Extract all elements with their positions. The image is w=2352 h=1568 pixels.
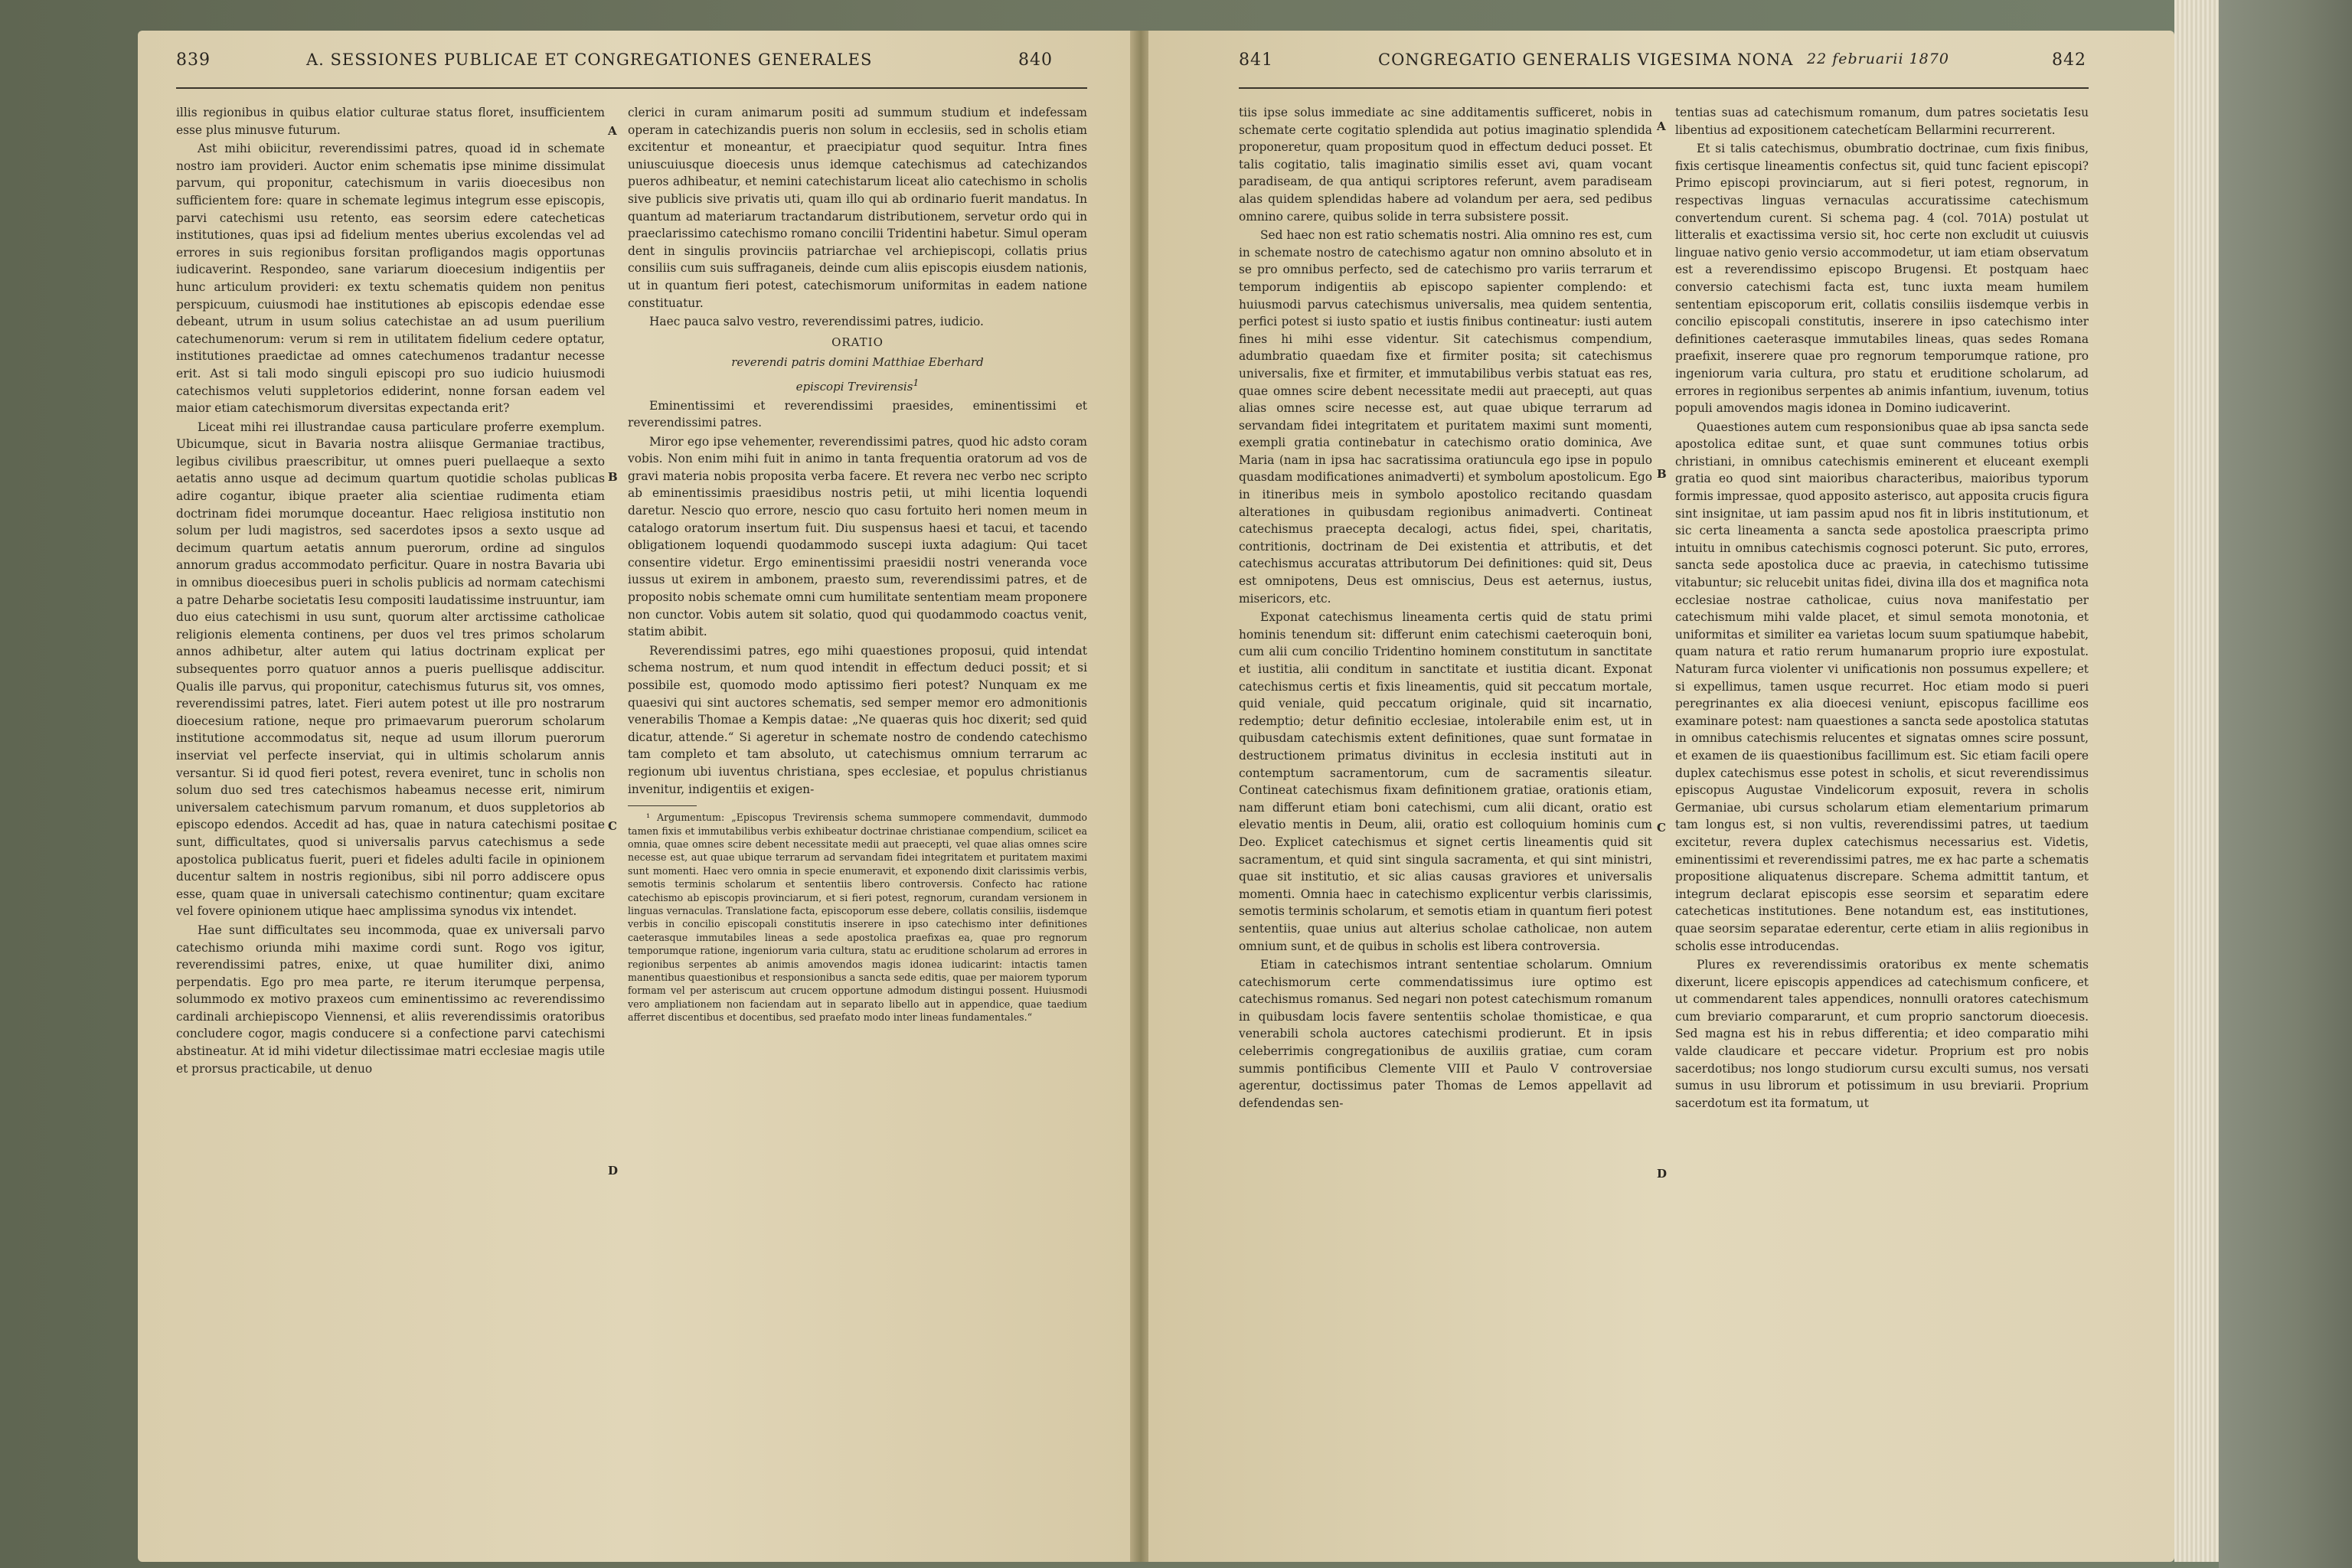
- left-page: [138, 31, 1133, 1562]
- paragraph: Quaestiones autem cum responsionibus quae ab ipsa sancta sede apostolica editae sunt, et quae sunt communes totius orbis christiani, in omnibus catechismis eminerent et eluceant exempli gratia eo quod sint maioribus characteribus, maioribus typorum formis impressae, quod apposito asterisco, aut apposita crucis figura sint insignitae, ut iam passim apud nos fit in libris institutionum, et sic certa lineamenta a sancta sede apostolica praescripta primo intuitu in omnibus catechismis cognosci poterunt. Sic puto, errores, sancta sede apostolica duce ac praevia, in catechismo tutissime vitabuntur; sic relucebit unitas fidei, divina illa dos et magnifica nota ecclesiae nostrae catholicae, cuius nova manifestatio per catechismum mihi valde placet, et simul semota monotonia, et uniformitas et similiter ea varietas locum suum spatiumque habebit, quam natura et ratio rerum humanarum proprio iure expostulat. Naturam furca violenter vi unificationis non possumus expellere; et si expellimus, tamen usque recurret. Hoc etiam modo si pueri peregrinantes ex alia dioecesi veniunt, episcopus facillime eos examinare potest: nam quaestiones a sancta sede apostolica statutas in omnibus catechismis relucentes et signatas omnes scire possunt, et examen de iis quaestionibus facillimum est. Sic etiam facili opere duplex catechismus esse potest in scholis, et sicut reverendissimus episcopus Augustae Vindelicorum exposuit, revera in scholis Germaniae, ubi cursus scholarum etiam elementarium primarum tam longus est, si non vultis, reverendissimi patres, ut taedium excitetur, revera duplex catechismus necessarius est. Videtis, eminentissimi et reverendissimi patres, me ex hac parte a schematis propositione aliquatenus discrepare. Schema admittit tantum, et integrum declarat episcopis esse seorsim et separatim edere catecheticas institutiones. Bene notandum est, eas institutiones, quae seorsim separatae ederentur, certe etiam in aliis regionibus in scholis esse introducendas.: [1675, 420, 2089, 953]
- paragraph: tentias suas ad catechismum romanum, dum patres societatis Iesu libentius ad expositionem catechetícam Bellarmini recurrerent.: [1675, 106, 2089, 137]
- margin-marker-c: C: [608, 819, 617, 833]
- oratio-subtitle-line2: [628, 374, 1087, 396]
- footnote-ref: 1: [913, 376, 920, 388]
- paragraph: Eminentissimi et reverendissimi praesides, eminentissimi et reverendissimi patres.: [628, 398, 1087, 430]
- page-number-839: 839: [176, 51, 211, 70]
- right-running-head: [1148, 51, 2174, 81]
- right-page: [1148, 31, 2174, 1562]
- margin-marker-d: D: [608, 1164, 619, 1178]
- paragraph: Plures ex reverendissimis oratoribus ex mente schematis dixerunt, licere episcopis appendices ad catechismum conficere, et ut commendarent tales appendices, nonnulli oratores catechismum cum breviario compararunt, et cum proprio sanctorum dioecesis. Sed magna est his in rebus differentia; et ideo comparatio mihi valde claudicare et peccare videtur. Proprium est pro nobis sacerdotibus; nos longo studiorum cursu exculti sumus, nos versati sumus in usu librorum et potissimum in usu breviarii. Proprium sacerdotum est ita formatum, ut: [1675, 958, 2089, 1110]
- paragraph: Miror ego ipse vehementer, reverendissimi patres, quod hic adsto coram vobis. Non enim mihi fuit in animo in tanta frequentia oratorum ad vos de gravi materia nobis proposita verba facere. Et revera nec verbo nec scripto ab eminentissimis praesidibus nostris petii, ut mihi licentia loquendi daretur. Nescio quo errore, nescio quo casu fortuito heri nomen meum in catalogo oratorum insertum fuit. Diu suspensus haesi et tacui, et tacendo obligationem loquendi quodammodo suscepi iuxta adagium: Qui tacet consentire videtur. Ergo eminentissimi praesidii nostri veneranda voce iussus ut exirem in ambonem, praesto sum, reverendissimi patres, et de proposito nobis schemate omni cum humilitate sententiam meam proponere non cunctor. Vobis autem sit solatio, quod qui quodammodo coactus venit, statim abibit.: [628, 434, 1087, 639]
- margin-marker-a-right: A: [1657, 119, 1666, 133]
- margin-marker-d-right: D: [1657, 1167, 1668, 1181]
- right-column-2: [1675, 104, 2089, 1544]
- right-head-rule: [1239, 87, 2089, 89]
- paragraph: Exponat catechismus lineamenta certis quid de statu primi hominis tenendum sit: differunt enim catechismi caeteroquin boni, cum alii cum concilio Tridentino hominem constitutum in sanctitate et iustitia, alii conditum in sanctitate et iustitia dicant. Exponat catechismus certis et fixis lineamentis, quid sit peccatum mortale, quid veniale, quid peccatum originale, quid sit incarnatio, redemptio; detur definitio ecclesiae, intolerabile enim est, ut in quibusdam catechismis extent definitiones, quae sunt formatae in destructionem primatus divinitus in ecclesia instituti aut in contemptum sacramentorum, cum de sacramentis sileatur. Contineat catechismus fixam definitionem gratiae, orationis etiam, nam differunt etiam boni catechismi, cum alii dicant, oratio est elevatio mentis in Deum, alii, oratio est colloquium hominis cum Deo. Explicet catechismus et signet certis lineamentis quid sit sacramentum, et quid sint singula sacramenta, et qui sint ministri, quae sit institutio, et sic alias causas graviores et universalis momenti. Omnia haec in catechismo explicentur verbis clarissimis, semotis terminis scholarum, et semotis etiam in quantum fieri potest sententiis, quae unius aut alterius scholae catholicae, non autem omnium sunt, et de quibus in scholis est libera controversia.: [1239, 610, 1652, 953]
- open-book: [138, 31, 2174, 1562]
- paragraph: Et si talis catechismus, obumbratio doctrinae, cum fixis finibus, fixis certisque lineamentis confectus sit, quid tunc facient episcopi? Primo episcopi provinciarum, aut si fieri potest, regnorum, in respectivas linguas vernaculas accuratissime catechismum convertendum curent. Si schema pag. 4 (col. 701A) postulat ut litteralis et exactissima versio sit, hoc certe non excludit ut cuiusvis linguae nativo genio versio accommodetur, ut iam etiam observatum est a reverendissimo episcopo Brugensi. Et postquam haec conversio catechismi facta est, tunc iuxta meam humilem sententiam episcoporum erit, collatis consiliis iisdemque verbis in concilio episcopali constitutis, inserere in ipso catechismo inter definitiones caeterasque immutabiles lineas, quas sedes Romana praefixit, inserere quae pro regnorum temporumque ratione, pro ingeniorum varia cultura, pro statu et eruditione scholarum, ad errores in regionibus serpentes ab animis infantium, iuvenum, totius populi amovendos magis idonea in Domino iudicaverint.: [1675, 142, 2089, 416]
- left-column-1: [176, 104, 605, 1544]
- oratio-subtitle-text: episcopi Trevirensis: [795, 379, 913, 394]
- left-head-rule: [176, 87, 1087, 89]
- book-cover-edge: [2219, 0, 2352, 1568]
- paragraph: clerici in curam animarum positi ad summum studium et indefessam operam in catechizandis pueris non solum in ecclesiis, sed in scholis etiam excitentur et moneantur, et praecipiatur quod sequitur. Intra fines uniuscuiusque dioecesis unus idemque catechismus ad catechizandos pueros adhibeatur, et nemini catechistarum liceat alio catechismo in scholis sive publicis sive privatis uti, quam illo qui ab ordinario fuerit mandatus. In quantum ad materiarum tractandarum distributionem, servetur ordo qui in praeclarissimo catechismo romano concilii Tridentini habetur. Simul operam dent in singulis provinciis patriarchae vel archiepiscopi, collatis prius consiliis cum suis suffraganeis, deinde cum aliis episcopis eiusdem nationis, ut in quantum fieri potest, catechismorum uniformitas in eadem natione constituatur.: [628, 106, 1087, 310]
- margin-marker-b-right: B: [1657, 467, 1667, 481]
- right-running-title: CONGREGATIO GENERALIS VIGESIMA NONA: [1378, 51, 1794, 69]
- paragraph: illis regionibus in quibus elatior culturae status floret, insufficientem esse plus minusve futurum.: [176, 106, 605, 137]
- right-running-date: 22 februarii 1870: [1807, 51, 1949, 67]
- margin-marker-c-right: C: [1657, 821, 1666, 835]
- left-running-head: [138, 51, 1133, 81]
- margin-marker-b: B: [608, 470, 618, 484]
- paragraph: Etiam in catechismos intrant sententiae scholarum. Omnium catechismorum certe commendatissimus iure optimo est catechismus romanus. Sed negari non potest catechismum romanum in quibusdam locis favere sententiis scholae thomisticae, e qua venerabili schola auctores catechismi prodierunt. Et in ipsis celeberrimis congregationibus de auxiliis gratiae, cum coram summis pontificibus Clemente VIII et Paulo V controversiae agerentur, doctissimus pater Thomas de Lemos appellavit ad defendendas sen-: [1239, 958, 1652, 1110]
- paragraph: Ast mihi obiicitur, reverendissimi patres, quoad id in schemate nostro iam provideri. Auctor enim schematis ipse minime dissimulat parvum, qui proponitur, catechismum in variis dioecesibus non sufficientem fore: quare in schemate legimus integrum esse episcopis, parvi catechismi usu retento, eas seorsim edere catecheticas institutiones, quas ipsi ad fidelium mentes uberius excolendas vel ad errores in suis regionibus forsitan profligandos magis opportunas iudicaverint. Respondeo, sane variarum dioecesium indigentiis per hunc articulum provideri: ex textu schematis quidem non penitus perspicuum, cuiusmodi hae institutiones ab episcopis edendae esse debeant, utrum in usum solius catechistae an ad usum puerilium catechumenorum: verum si rem in utilitatem fidelium cedere optatur, institutiones praedictae ad omnes catechumenos tradantur necesse erit. Ast si tali modo singuli episcopi pro suo iudicio huiusmodi catechismos veluti suppletorios ediderint, nonne forsan eadem vel maior etiam catechismorum diversitas expectanda erit?: [176, 142, 605, 416]
- page-fore-edge: [2174, 0, 2220, 1562]
- oratio-heading: ORATIO: [831, 335, 884, 349]
- paragraph: Liceat mihi rei illustrandae causa particulare proferre exemplum. Ubicumque, sicut in Bavaria nostra aliisque Germaniae tractibus, legibus civilibus praescribitur, ut omnes pueri puellaeque a sexto aetatis anno usque ad decimum quartum quotidie scholas publicas adire cogantur, ibique praeter alia scientiae rudimenta etiam doctrinam fidei morumque doceantur. Haec religiosa institutio non solum per ludi magistros, sed sacerdotes ipsos a sexto usque ad decimum quartum aetatis annum puerorum, ordine ad singulos annorum gradus accommodato perficitur. Quare in nostra Bavaria ubi in omnibus dioecesibus pueri in scholis publicis ad normam catechismi a patre Deharbe societatis Iesu compositi laudatissime instruuntur, iam duo eius catechismi in usu sunt, quorum alter arctissime catholicae religionis elementa continens, per duos vel tres primos scholarum annos adhibetur, alter autem qui latius doctrinam explicat per subsequentes porro quatuor annos a pueris puellisque addiscitur. Qualis ille parvus, qui proponitur, catechismus futurus sit, vos omnes, reverendissimi patres, latet. Fieri autem potest ut ille pro nostrarum dioecesium ratione, neque pro primaevarum puerorum scholarum institutione accommodatus sit, neque ad usum illorum puerorum inserviat vel perfecte inserviat, qui in ultimis scholarum annis versantur. Si id quod fieri potest, revera eveniret, tunc in scholis non solum duo sed tres catechismos habeamus necesse erit, nimirum universalem catechismum parvum romanum, et duos suppletorios ab episcopo edendos. Accedit ad has, quae in natura catechismi positae sunt, difficultates, quod si universalis parvus catechismus a sede apostolica publicatus fuerit, pueri et fideles adulti facile in opinionem ducentur saltem in nostris regionibus, sibi nil porro addiscere opus esse, quam quae in universali catechismo continentur; quam excitare vel fovere opinionem utique haec amplissima synodus vix intendet.: [176, 420, 605, 919]
- paragraph: Haec pauca salvo vestro, reverendissimi patres, iudicio.: [649, 315, 984, 329]
- left-column-2: [628, 104, 1087, 1544]
- left-running-title: A. SESSIONES PUBLICAE ET CONGREGATIONES GENERALES: [306, 51, 873, 69]
- paragraph: Hae sunt difficultates seu incommoda, quae ex universali parvo catechismo oriunda mihi maxime cordi sunt. Rogo vos igitur, reverendissimi patres, enixe, ut quae humiliter dixi, animo perpendatis. Ego pro mea parte, re iterum iterumque perpensa, solummodo ex motivo praxeos cum eminentissimo ac reverendissimo cardinali archiepiscopo Viennensi, et aliis reverendissimis oratoribus concludere cogor, magis conducere si a confectione parvi catechismi abstineatur. At id mihi videtur dilectissimae matri ecclesiae magis utile et prorsus practicabile, ut denuo: [176, 923, 605, 1076]
- oratio-subtitle-line1: reverendi patris domini Matthiae Eberhard: [731, 355, 984, 370]
- footnote: ¹ Argumentum: „Episcopus Trevirensis schema summopere commendavit, dummodo tamen fixis et immutabilibus verbis exhibeatur doctrinae christianae compendium, scilicet ea omnia, quae omnes scire debent necessitate medii aut praecepti, vel quae alias omnes scire necesse est, aut quae ubique terrarum ad servandam fidei integritatem et puritatem maximi sunt momenti. Haec vero omnia in specie enumeravit, et exponendo dixit clarissimis verbis, semotis terminis scholarum et sententiis libero controversis. Confecto hac ratione catechismo ab episcopis provinciarum, et si fieri potest, regnorum, curandam versionem in linguas vernaculas. Translatione facta, episcoporum esse debere, collatis consiliis, iisdemque verbis in concilio episcopali constitutis inserere in ipso catechismo inter definitiones caeterasque immutabiles lineas a sede apostolica praefixas ea, quae pro regnorum temporumque ratione, ingeniorum varia cultura, statu ac eruditione scholarum ad errores in regionibus serpentes ab animis amovendos magis idonea iudicarint: intactis tamen manentibus quaestionibus et responsionibus a sancta sede editis, quae per maiorem typorum formam vel per asteriscum aut crucem opportune admodum distingui possent. Huiusmodi vero ampliationem non faciendam aut in separato libello aut in appendice, quae taedium afferret discentibus et docentibus, sed praefato modo inter lineas fundamentales.“: [628, 812, 1087, 1024]
- page-number-842: 842: [2052, 51, 2086, 70]
- paragraph: tiis ipse solus immediate ac sine additamentis sufficeret, nobis in schemate certe cogitatio splendida aut potius imaginatio splendida proponeretur, quam propositum quod in effectum deduci posset. Et talis cogitatio, talis imaginatio similis esset avi, quam vocant paradiseam, de qua antiqui scriptores referunt, avem paradiseam alas quidem splendidas habere ad volandum per aera, sed pedibus omnino carere, quibus solide in terra subsistere possit.: [1239, 106, 1652, 224]
- paragraph: Reverendissimi patres, ego mihi quaestiones proposui, quid intendat schema nostrum, et num quod intendit in effectum deduci possit; et si possibile est, quomodo modo aptissimo fieri potest? Nunquam ex me quaesivi qui sint auctores schematis, sed semper memor ero admonitionis venerabilis Thomae a Kempis datae: „Ne quaeras quis hoc dixerit; sed quid dicatur, attende.“ Si ageretur in schemate nostro de condendo catechismo tam completo et tam absoluto, ut catechismus omnium terrarum ac regionum ubi iuventus christiana, spes ecclesiae, et populus christianus invenitur, indigentiis et exigen-: [628, 643, 1087, 796]
- right-column-1: [1239, 104, 1652, 1544]
- paragraph: Sed haec non est ratio schematis nostri. Alia omnino res est, cum in schemate nostro de catechismo agatur non omnino absoluto et in se pro omnibus perfecto, sed de catechismo pro variis terrarum et temporum indigentiis ab episcopo sapienter complendo: et huiusmodi parvus catechismus universalis, mea quidem sententia, perfici potest si iusto spatio et iustis finibus contineatur: iusti autem fines hi mihi esse videntur. Sit catechismus compendium, adumbratio quaedam fixe et firmiter posita; sit catechismus universalis, fixe et firmiter, et immutabilibus verbis statuat eas res, quae omnes scire debent necessitate medii aut praecepti, aut quas alias omnes scire necesse est, aut quae ubique terrarum ad servandam fidei integritatem et puritatem maximi sunt momenti, exempli gratia continebatur in catechismo oratio dominica, Ave Maria (nam in ipsa hac sacratissima oratiuncula ego ipse in populo quasdam modificationes animadverti) et symbolum apostolicum. Ego in itineribus meis in symbolo apostolico recitando quasdam alterationes in quibusdam regionibus animadverti. Contineat catechismus praecepta decalogi, actus fidei, spei, charitatis, contritionis, doctrinam de Dei existentia et attributis, et det catechismus accuratas attributorum Dei definitiones: quid sit, Deus est omnipotens, Deus est omniscius, Deus est aeternus, iustus, misericors, etc.: [1239, 228, 1652, 606]
- footnote-rule: [628, 805, 697, 806]
- page-number-840: 840: [1018, 51, 1053, 70]
- page-number-841: 841: [1239, 51, 1273, 70]
- margin-marker-a: A: [608, 124, 617, 138]
